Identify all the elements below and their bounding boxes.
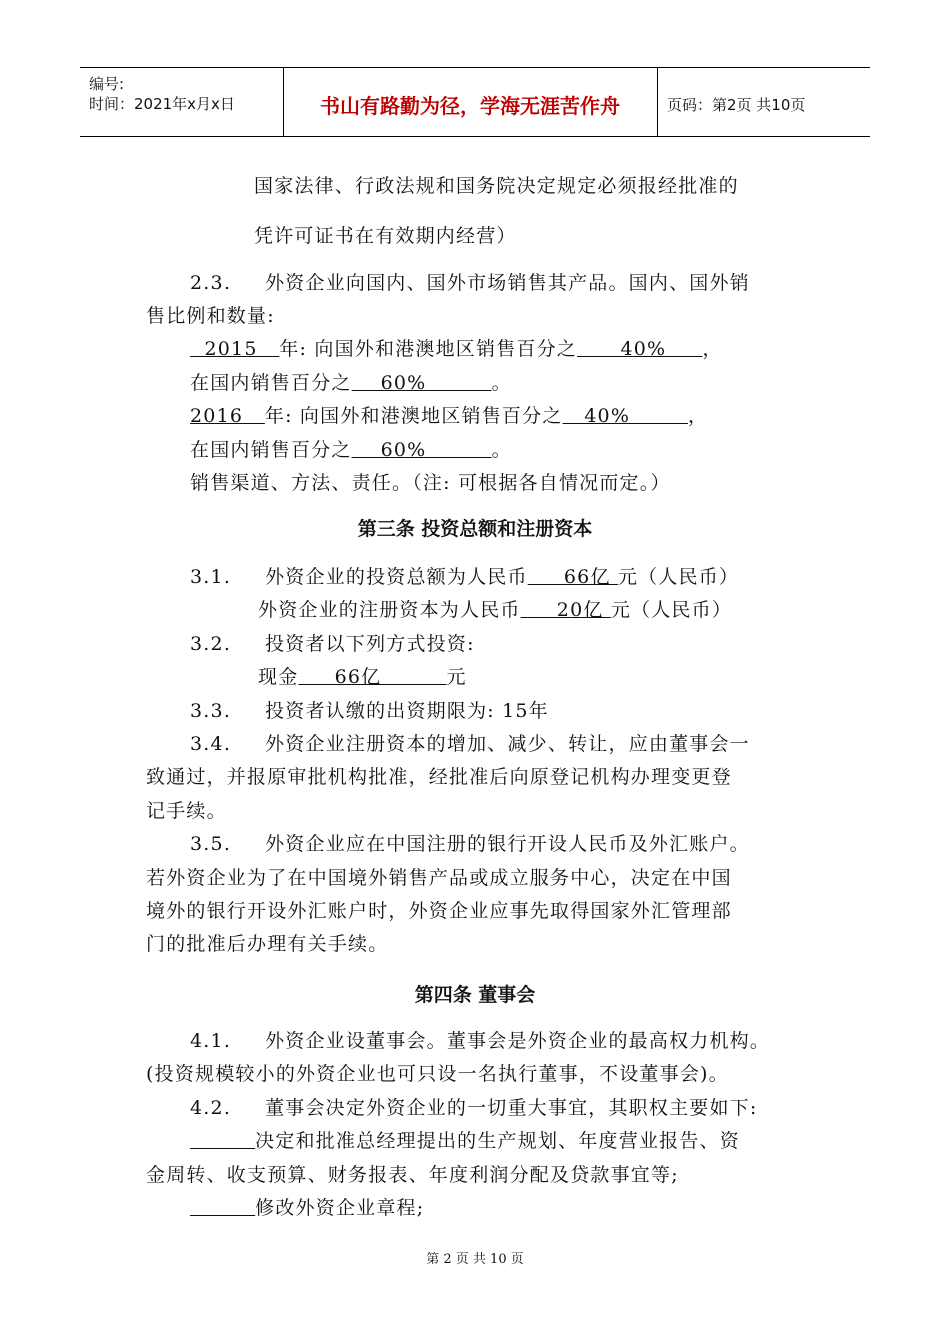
article-3-heading: 第三条 投资总额和注册资本 xyxy=(357,518,593,540)
sales-text: 年: 向国外和港澳地区销售百分之 xyxy=(279,338,578,360)
clause-number: 3.1. xyxy=(190,566,232,588)
clause-3-1: 3.1. 外资企业的投资总额为人民币 66亿 元（人民币） xyxy=(190,566,740,588)
header-motto-cell xyxy=(283,68,658,136)
clause-number: 3.2. xyxy=(190,633,232,655)
clause-text: 董事会决定外资企业的一切重大事宜，其职权主要如下: xyxy=(265,1097,758,1119)
clause-text: 外资企业注册资本的增加、减少、转让，应由董事会一 xyxy=(265,733,750,755)
clause-number: 2.3. xyxy=(190,272,232,294)
year-blank: 2015 xyxy=(190,338,280,360)
amount-blank: 66亿 xyxy=(527,566,618,588)
header-meta-cell xyxy=(80,68,284,136)
header-motto: 书山有路勤为径，学海无涯苦作舟 xyxy=(320,94,620,118)
cash-investment: 现金 66亿 元 xyxy=(258,666,467,688)
clause-3-2 xyxy=(190,629,475,656)
sales-text: 在国内销售百分之 xyxy=(190,439,352,461)
clause-4-2 xyxy=(190,1093,757,1120)
sales-text: 在国内销售百分之 xyxy=(190,372,352,394)
sales-ratio-2016: 2016 年: 向国外和港澳地区销售百分之 40% ， xyxy=(190,405,709,427)
amount-blank: 20亿 xyxy=(520,599,611,621)
clause-3-5 xyxy=(190,829,750,856)
clause-2-3 xyxy=(190,268,750,295)
body-line: 若外资企业为了在中国境外销售产品或成立服务中心，决定在中国 xyxy=(146,867,732,889)
body-line: 国家法律、行政法规和国务院决定规定必须报经批准的 xyxy=(254,175,739,197)
clause-3-4 xyxy=(190,729,750,756)
sales-text: 年: 向国外和港澳地区销售百分之 xyxy=(264,405,563,427)
body-line: 境外的银行开设外汇账户时，外资企业应事先取得国家外汇管理部 xyxy=(146,900,732,922)
clause-text: 投资者认缴的出资期限为: 15年 xyxy=(265,700,549,722)
clause-3-3 xyxy=(190,696,549,723)
clause-text: 外资企业设董事会。董事会是外资企业的最高权力机构。 xyxy=(265,1030,771,1052)
clause-text: 外资企业的投资总额为人民币 xyxy=(265,566,528,588)
blank-line xyxy=(190,1130,255,1152)
power-item-2 xyxy=(190,1193,424,1220)
percent-blank: 40% xyxy=(562,405,688,427)
page-footer: 第 2 页 共 10 页 xyxy=(426,1252,524,1267)
clause-text: 外资企业的注册资本为人民币 xyxy=(258,599,521,621)
body-line: 销售渠道、方法、责任。（注: 可根据各自情况而定。） xyxy=(190,472,671,494)
header-page-cell xyxy=(657,68,870,136)
body-line: 致通过，并报原审批机构批准，经批准后向原登记机构办理变更登 xyxy=(146,766,732,788)
blank-line xyxy=(190,1197,255,1219)
sales-ratio-2015: 2015 年: 向国外和港澳地区销售百分之 40% ， xyxy=(190,338,723,360)
amount-blank: 66亿 xyxy=(298,666,447,688)
body-line: 门的批准后办理有关手续。 xyxy=(146,933,389,955)
percent-blank: 60% xyxy=(351,372,492,394)
year-blank: 2016 xyxy=(190,405,265,427)
clause-4-1 xyxy=(190,1026,770,1053)
percent-blank: 40% xyxy=(577,338,703,360)
power-item-1 xyxy=(190,1126,740,1153)
article-4-heading: 第四条 董事会 xyxy=(414,984,536,1006)
body-line: 记手续。 xyxy=(146,800,227,822)
clause-number: 3.5. xyxy=(190,833,232,855)
document-header xyxy=(80,67,870,137)
body-line: 售比例和数量: xyxy=(146,305,275,327)
clause-number: 3.3. xyxy=(190,700,232,722)
body-line: (投资规模较小的外资企业也可只设一名执行董事，不设董事会)。 xyxy=(146,1063,729,1085)
body-line: 凭许可证书在有效期内经营） xyxy=(254,225,517,247)
clause-text: 投资者以下列方式投资: xyxy=(265,633,475,655)
percent-blank: 60% xyxy=(351,439,492,461)
clause-3-1-registered: 外资企业的注册资本为人民币 20亿 元（人民币） xyxy=(258,599,733,621)
item-text: 修改外资企业章程; xyxy=(255,1197,425,1219)
clause-text: 外资企业应在中国注册的银行开设人民币及外汇账户。 xyxy=(265,833,750,855)
body-line: 金周转、收支预算、财务报表、年度利润分配及贷款事宜等; xyxy=(146,1164,679,1186)
domestic-ratio-2015: 在国内销售百分之 60% 。 xyxy=(190,372,512,394)
clause-number: 4.2. xyxy=(190,1097,232,1119)
item-text: 决定和批准总经理提出的生产规划、年度营业报告、资 xyxy=(255,1130,740,1152)
domestic-ratio-2016: 在国内销售百分之 60% 。 xyxy=(190,439,512,461)
clause-number: 4.1. xyxy=(190,1030,232,1052)
document-time-label: 时间：2021年x月x日 xyxy=(89,95,235,113)
document-number-label: 编号: xyxy=(89,75,125,93)
clause-text: 外资企业向国内、国外市场销售其产品。国内、国外销 xyxy=(265,272,750,294)
header-page-info: 页码：第2页 共10页 xyxy=(667,96,806,114)
clause-number: 3.4. xyxy=(190,733,232,755)
